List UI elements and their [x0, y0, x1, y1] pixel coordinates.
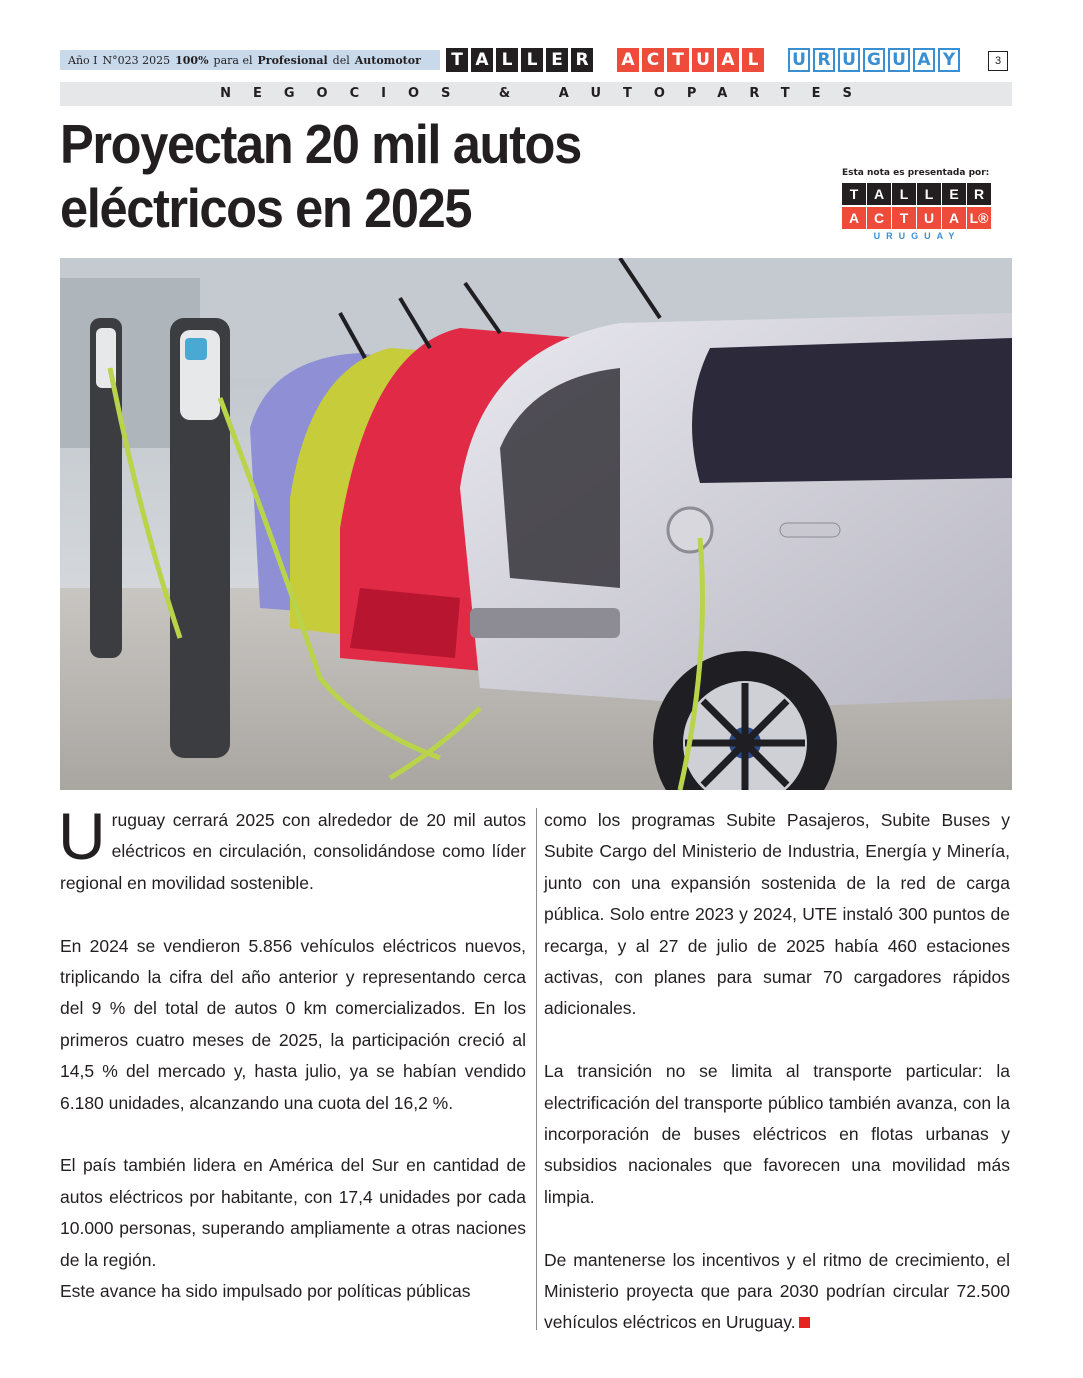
headline-line-1: Proyectan 20 mil autos	[60, 113, 581, 175]
masthead-letter: U	[838, 48, 860, 72]
logo-row-taller	[842, 183, 992, 205]
masthead-taller	[446, 48, 596, 72]
tagline-profesional: Profesional	[257, 53, 328, 67]
logo-letter: L	[917, 183, 941, 205]
issue-label: N°023 2025	[102, 53, 171, 67]
tagline-del: del	[332, 53, 350, 67]
masthead-letter: A	[717, 48, 739, 72]
masthead-letter: A	[471, 48, 493, 72]
masthead-letter: R	[571, 48, 593, 72]
masthead-letter: A	[913, 48, 935, 72]
logo-letter: A	[867, 183, 891, 205]
masthead-letter: U	[692, 48, 714, 72]
tagline-para: para el	[213, 53, 253, 67]
masthead-letter: U	[888, 48, 910, 72]
logo-row-actual	[842, 207, 992, 229]
column-divider	[536, 808, 537, 1330]
masthead-letter: T	[667, 48, 689, 72]
presented-by-caption: Esta nota es presentada por:	[842, 168, 990, 178]
article-column-right	[544, 805, 1010, 1339]
masthead-letter: L	[521, 48, 543, 72]
masthead-letter: Y	[938, 48, 960, 72]
year-label: Año I	[68, 53, 98, 67]
masthead-letter: C	[642, 48, 664, 72]
masthead-letter: L	[742, 48, 764, 72]
paragraph-4-cont: como los programas Subite Pasajeros, Subite Buses y Subite Cargo del Ministerio de Industria, Energía y Minería, junto con una expansión sostenida de la red de carga pública. Solo entre 2023 y 2024, UTE instaló 300 puntos de recarga, y al 27 de julio de 2025 había 460 estaciones activas, con planes para sumar 70 cargadores rápidos adicionales.	[544, 810, 1010, 1019]
logo-letter: E	[942, 183, 966, 205]
masthead-letter: R	[813, 48, 835, 72]
headline	[60, 112, 722, 240]
drop-cap: U	[58, 799, 106, 873]
tagline-pct: 100%	[175, 53, 209, 67]
section-title: NEGOCIOS & AUTOPARTES	[60, 82, 1012, 106]
masthead-letter: L	[496, 48, 518, 72]
masthead-letter: T	[446, 48, 468, 72]
logo-letter: L®	[967, 207, 991, 229]
masthead-letter: G	[863, 48, 885, 72]
masthead-letter: U	[788, 48, 810, 72]
end-mark-icon	[799, 1317, 810, 1328]
masthead-letter: A	[617, 48, 639, 72]
paragraph-6	[544, 1245, 1010, 1339]
page-number: 3	[988, 51, 1008, 71]
sponsor-logo	[842, 168, 992, 241]
logo-letter: T	[842, 183, 866, 205]
logo-letter: A	[942, 207, 966, 229]
tagline-automotor: Automotor	[354, 53, 421, 67]
masthead-letter: E	[546, 48, 568, 72]
paragraph-6-text: De mantenerse los incentivos y el ritmo de crecimiento, el Ministerio proyecta que para 2030 podrían circular 72.500 vehículos eléctricos en Uruguay.	[544, 1249, 1010, 1333]
paragraph-4-start: Este avance ha sido impulsado por políticas públicas	[60, 1281, 471, 1302]
logo-letter: A	[842, 207, 866, 229]
masthead-uruguay	[788, 48, 963, 72]
paragraph-1	[58, 799, 526, 899]
ev-charging-photo	[60, 258, 1012, 790]
headline-line-2: eléctricos en 2025	[60, 177, 472, 239]
photo-illustration	[60, 258, 1012, 790]
logo-letter: U	[917, 207, 941, 229]
paragraph-1-text: ruguay cerrará 2025 con alrededor de 20 mil autos eléctricos en circulación, consolidándose como líder regional en movilidad sostenible.	[60, 810, 526, 893]
logo-letter: L	[892, 183, 916, 205]
logo-letter: R	[967, 183, 991, 205]
article-column-left	[58, 799, 526, 1307]
masthead-actual	[617, 48, 767, 72]
issue-info-strip	[60, 50, 440, 70]
paragraph-3: El país también lidera en América del Sur en cantidad de autos eléctricos por habitante, con 17,4 unidades por cada 10.000 personas, superando ampliamente a otras naciones de la región.	[60, 1155, 526, 1270]
paragraph-2: En 2024 se vendieron 5.856 vehículos eléctricos nuevos, triplicando la cifra del año anterior y representando cerca del 9 % del total de autos 0 km comercializados. En los primeros cuatro meses de 2025, la participación creció al 14,5 % del mercado y, hasta julio, ya se habían vendido 6.180 unidades, alcanzando una cuota del 16,2 %.	[60, 935, 526, 1113]
logo-letter: C	[867, 207, 891, 229]
paragraph-5: La transición no se limita al transporte particular: la electrificación del transporte público también avanza, con la incorporación de buses eléctricos en flotas urbanas y subsidios nacionales que favorecen una movilidad más limpia.	[544, 1061, 1010, 1207]
logo-letter: T	[892, 207, 916, 229]
logo-sub-uruguay: URUGUAY	[873, 231, 961, 241]
